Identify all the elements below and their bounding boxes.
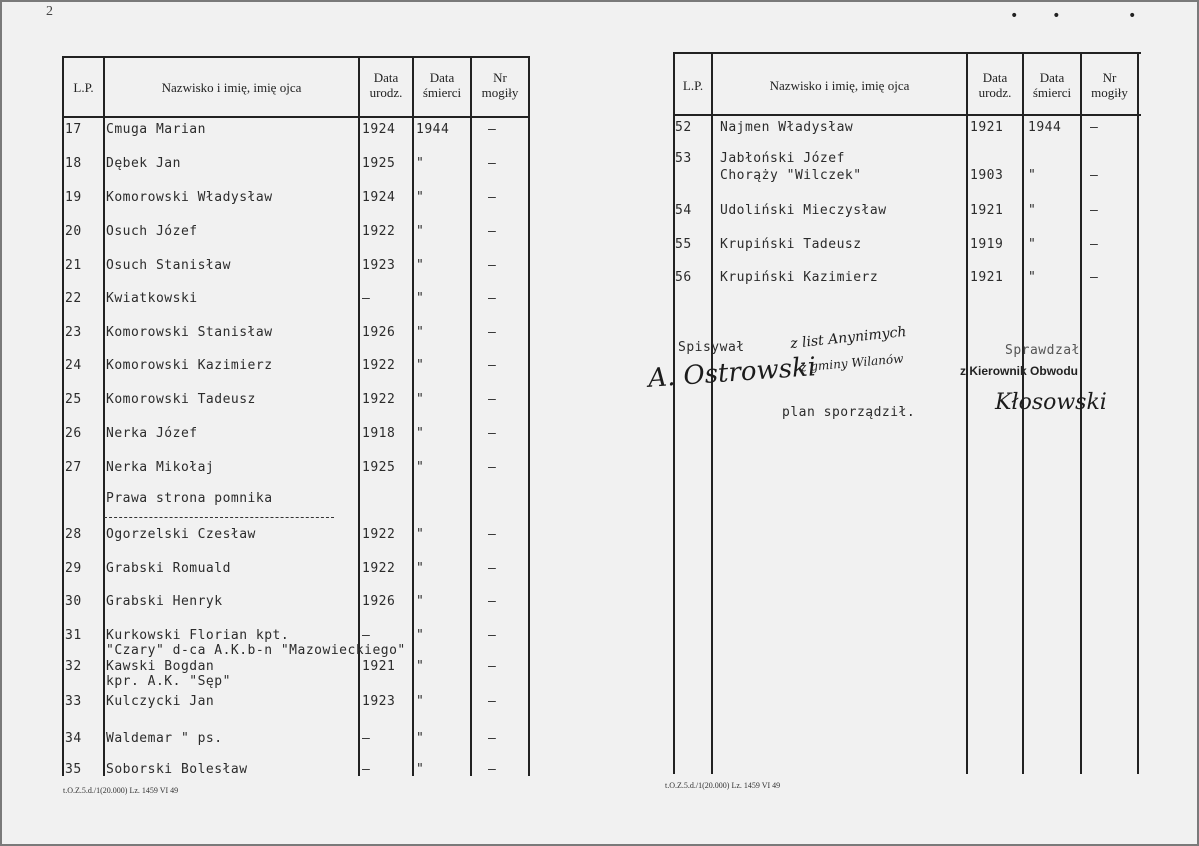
row-name: Komorowski Kazimierz — [106, 358, 273, 373]
row-death: " — [416, 224, 425, 239]
row-grave: – — [488, 392, 497, 407]
row-grave: – — [488, 291, 497, 306]
row-lp: 33 — [65, 694, 82, 709]
row-lp: 18 — [65, 156, 82, 171]
row-name: Udoliński Mieczysław — [720, 203, 887, 218]
row-death: " — [1028, 270, 1037, 285]
divider — [104, 517, 334, 518]
row-death: " — [416, 325, 425, 340]
row-lp: 22 — [65, 291, 82, 306]
header-lp-right: L.P. — [682, 78, 704, 93]
header-death: Data śmierci — [422, 70, 462, 100]
row-birth: 1921 — [970, 203, 1004, 218]
row-lp: 31 — [65, 628, 82, 643]
kierownik-label: z Kierownik Obwodu — [960, 364, 1079, 378]
row-grave: – — [488, 224, 497, 239]
row-name: Waldemar " ps. — [106, 731, 223, 746]
row-grave: – — [1090, 203, 1099, 218]
row-name: Krupiński Kazimierz — [720, 270, 879, 285]
row-name: Komorowski Władysław — [106, 190, 273, 205]
row-name: Kawski Bogdan — [106, 659, 215, 674]
row-birth: 1919 — [970, 237, 1004, 252]
row-lp: 30 — [65, 594, 82, 609]
row-birth: 1923 — [362, 258, 396, 273]
row-lp: 52 — [675, 120, 692, 135]
row-name: Soborski Bolesław — [106, 762, 248, 777]
row-lp: 56 — [675, 270, 692, 285]
header-death-right: Data śmierci — [1032, 70, 1072, 100]
row-birth: 1922 — [362, 224, 396, 239]
row-birth: 1925 — [362, 460, 396, 475]
row-grave: – — [488, 731, 497, 746]
row-lp: 24 — [65, 358, 82, 373]
row-name: Kurkowski Florian kpt. — [106, 628, 290, 643]
row-birth: 1922 — [362, 561, 396, 576]
row-death: " — [1028, 203, 1037, 218]
row-name: Kulczycki Jan — [106, 694, 215, 709]
row-death: " — [416, 392, 425, 407]
row-lp: 35 — [65, 762, 82, 777]
row-death: " — [416, 527, 425, 542]
row-lp: 19 — [65, 190, 82, 205]
row-name: Krupiński Tadeusz — [720, 237, 862, 252]
handwritten-note-list: z list Anynimych — [789, 323, 908, 353]
row-name: kpr. A.K. "Sęp" — [106, 674, 231, 689]
row-birth: – — [362, 762, 371, 777]
row-birth: 1921 — [970, 120, 1004, 135]
row-birth: 1921 — [362, 659, 396, 674]
header-name: Nazwisko i imię, imię ojca — [161, 80, 302, 95]
row-grave: – — [488, 156, 497, 171]
row-death: " — [416, 460, 425, 475]
row-death: " — [416, 156, 425, 171]
row-name: Prawa strona pomnika — [106, 491, 273, 506]
header-grave: Nr mogiły — [481, 70, 519, 100]
header-name-right: Nazwisko i imię, imię ojca — [769, 78, 910, 93]
row-grave: – — [1090, 120, 1099, 135]
row-lp: 23 — [65, 325, 82, 340]
spisywal-label: Spisywał — [678, 340, 745, 355]
row-name: Osuch Stanisław — [106, 258, 231, 273]
row-grave: – — [488, 694, 497, 709]
row-birth: 1924 — [362, 122, 396, 137]
row-death: 1944 — [1028, 120, 1062, 135]
row-grave: – — [488, 122, 497, 137]
row-grave: – — [488, 460, 497, 475]
row-death: " — [416, 358, 425, 373]
row-birth: 1922 — [362, 392, 396, 407]
row-lp: 20 — [65, 224, 82, 239]
row-name: Grabski Romuald — [106, 561, 231, 576]
row-birth: 1922 — [362, 358, 396, 373]
row-lp: 25 — [65, 392, 82, 407]
sprawdzal-label: Sprawdzał — [1005, 343, 1080, 358]
row-birth: – — [362, 731, 371, 746]
row-name: Najmen Władysław — [720, 120, 854, 135]
row-birth: – — [362, 628, 371, 643]
row-lp: 21 — [65, 258, 82, 273]
row-grave: – — [488, 628, 497, 643]
row-lp: 17 — [65, 122, 82, 137]
footer-right: t.O.Z.5.d./1(20.000) Lz. 1459 VI 49 — [665, 781, 781, 790]
signature-right: Kłosowski — [995, 390, 1107, 415]
row-grave: – — [488, 358, 497, 373]
row-death: " — [416, 190, 425, 205]
row-lp: 28 — [65, 527, 82, 542]
row-birth: 1926 — [362, 325, 396, 340]
header-birth-right: Data urodz. — [978, 70, 1012, 100]
row-name: Osuch Józef — [106, 224, 198, 239]
row-birth: 1924 — [362, 190, 396, 205]
row-birth: 1923 — [362, 694, 396, 709]
row-name: Komorowski Tadeusz — [106, 392, 256, 407]
handwritten-note-gmina: z gminy Wilanów — [799, 351, 904, 375]
scan-speck: • • • — [1010, 8, 1137, 24]
row-lp: 53 — [675, 151, 692, 166]
row-grave: – — [488, 594, 497, 609]
row-grave: – — [488, 190, 497, 205]
row-death: " — [416, 291, 425, 306]
signature-left: A. Ostrowski — [647, 352, 818, 394]
row-lp: 55 — [675, 237, 692, 252]
plan-label: plan sporządził. — [782, 405, 916, 420]
row-lp: 34 — [65, 731, 82, 746]
row-name: Chorąży "Wilczek" — [720, 168, 862, 183]
row-grave: – — [488, 258, 497, 273]
row-death: " — [416, 659, 425, 674]
footer-left: t.O.Z.5.d./1(20.000) Lz. 1459 VI 49 — [63, 786, 179, 795]
row-grave: – — [1090, 270, 1099, 285]
page-number: 2 — [46, 4, 53, 19]
row-name: Cmuga Marian — [106, 122, 206, 137]
row-name: "Czary" d-ca A.K.b-n "Mazowieckiego" — [106, 643, 406, 658]
row-lp: 27 — [65, 460, 82, 475]
row-death: " — [416, 561, 425, 576]
row-grave: – — [1090, 237, 1099, 252]
header-grave-right: Nr mogiły — [1091, 70, 1128, 100]
header-birth: Data urodz. — [369, 70, 403, 100]
row-death: " — [416, 628, 425, 643]
row-death: " — [416, 694, 425, 709]
row-death: " — [416, 594, 425, 609]
row-death: " — [416, 762, 425, 777]
row-birth: 1925 — [362, 156, 396, 171]
row-name: Ogorzelski Czesław — [106, 527, 256, 542]
row-lp: 54 — [675, 203, 692, 218]
row-birth: 1926 — [362, 594, 396, 609]
row-birth: 1918 — [362, 426, 396, 441]
row-birth: 1921 — [970, 270, 1004, 285]
row-lp: 26 — [65, 426, 82, 441]
row-name: Jabłoński Józef — [720, 151, 845, 166]
row-grave: – — [488, 659, 497, 674]
header-lp: L.P. — [73, 80, 94, 95]
row-birth: – — [362, 291, 371, 306]
row-death: " — [1028, 237, 1037, 252]
row-birth: 1922 — [362, 527, 396, 542]
row-name: Dębek Jan — [106, 156, 181, 171]
row-death: " — [416, 258, 425, 273]
row-name: Grabski Henryk — [106, 594, 223, 609]
row-name: Nerka Mikołaj — [106, 460, 215, 475]
row-grave: – — [488, 561, 497, 576]
row-death: " — [416, 731, 425, 746]
row-grave: – — [1090, 168, 1099, 183]
row-grave: – — [488, 325, 497, 340]
row-death: 1944 — [416, 122, 450, 137]
row-name: Nerka Józef — [106, 426, 198, 441]
row-death: " — [1028, 168, 1037, 183]
row-grave: – — [488, 527, 497, 542]
row-grave: – — [488, 762, 497, 777]
row-death: " — [416, 426, 425, 441]
row-birth: 1903 — [970, 168, 1004, 183]
row-grave: – — [488, 426, 497, 441]
row-lp: 29 — [65, 561, 82, 576]
row-name: Komorowski Stanisław — [106, 325, 273, 340]
row-lp: 32 — [65, 659, 82, 674]
row-name: Kwiatkowski — [106, 291, 198, 306]
